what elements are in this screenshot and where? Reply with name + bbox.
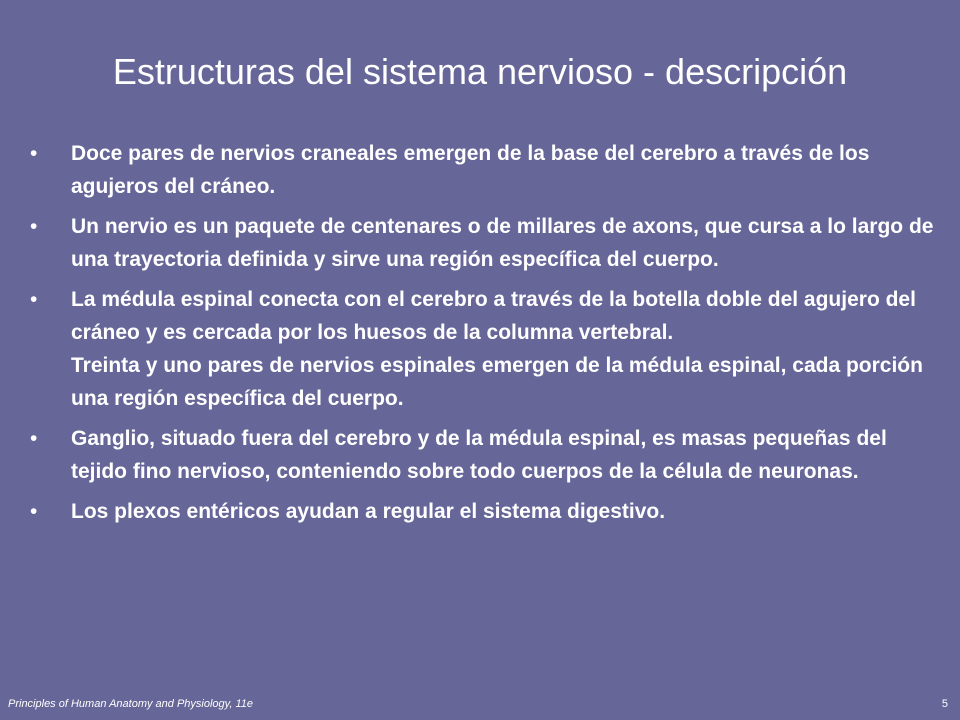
bullet-item <box>30 422 935 488</box>
bullet-text: Doce pares de nervios craneales emergen de la base del cerebro a través de los agujeros del cráneo. <box>71 142 870 198</box>
bullet-list <box>30 137 935 535</box>
bullet-item <box>30 210 935 276</box>
bullet-dot: • <box>30 142 38 165</box>
slide-title: Estructuras del sistema nervioso - descripción <box>112 51 848 92</box>
bullet-text: Los plexos entéricos ayudan a regular el sistema digestivo. <box>71 500 666 523</box>
bullet-dot: • <box>30 288 38 311</box>
page-number: 5 <box>941 698 948 710</box>
bullet-item <box>30 137 935 203</box>
bullet-text: Ganglio, situado fuera del cerebro y de la médula espinal, es masas pequeñas del tejido fino nervioso, conteniendo sobre todo cuerpos de la célula de neuronas. <box>71 427 887 483</box>
bullet-item <box>30 283 935 415</box>
bullet-dot: • <box>30 500 38 523</box>
bullet-item <box>30 495 935 528</box>
footer-source: Principles of Human Anatomy and Physiology, 11e <box>8 698 253 710</box>
bullet-text: Un nervio es un paquete de centenares o de millares de axons, que cursa a lo largo de una trayectoria definida y sirve una región específica del cuerpo. <box>71 215 934 271</box>
bullet-dot: • <box>30 427 38 450</box>
bullet-dot: • <box>30 215 38 238</box>
bullet-text: La médula espinal conecta con el cerebro a través de la botella doble del agujero del cráneo y es cercada por los huesos de la columna vertebral. Treinta y uno pares de nervios espinales emergen de la médula espinal, cada porción una región específica del cuerpo. <box>71 288 923 410</box>
